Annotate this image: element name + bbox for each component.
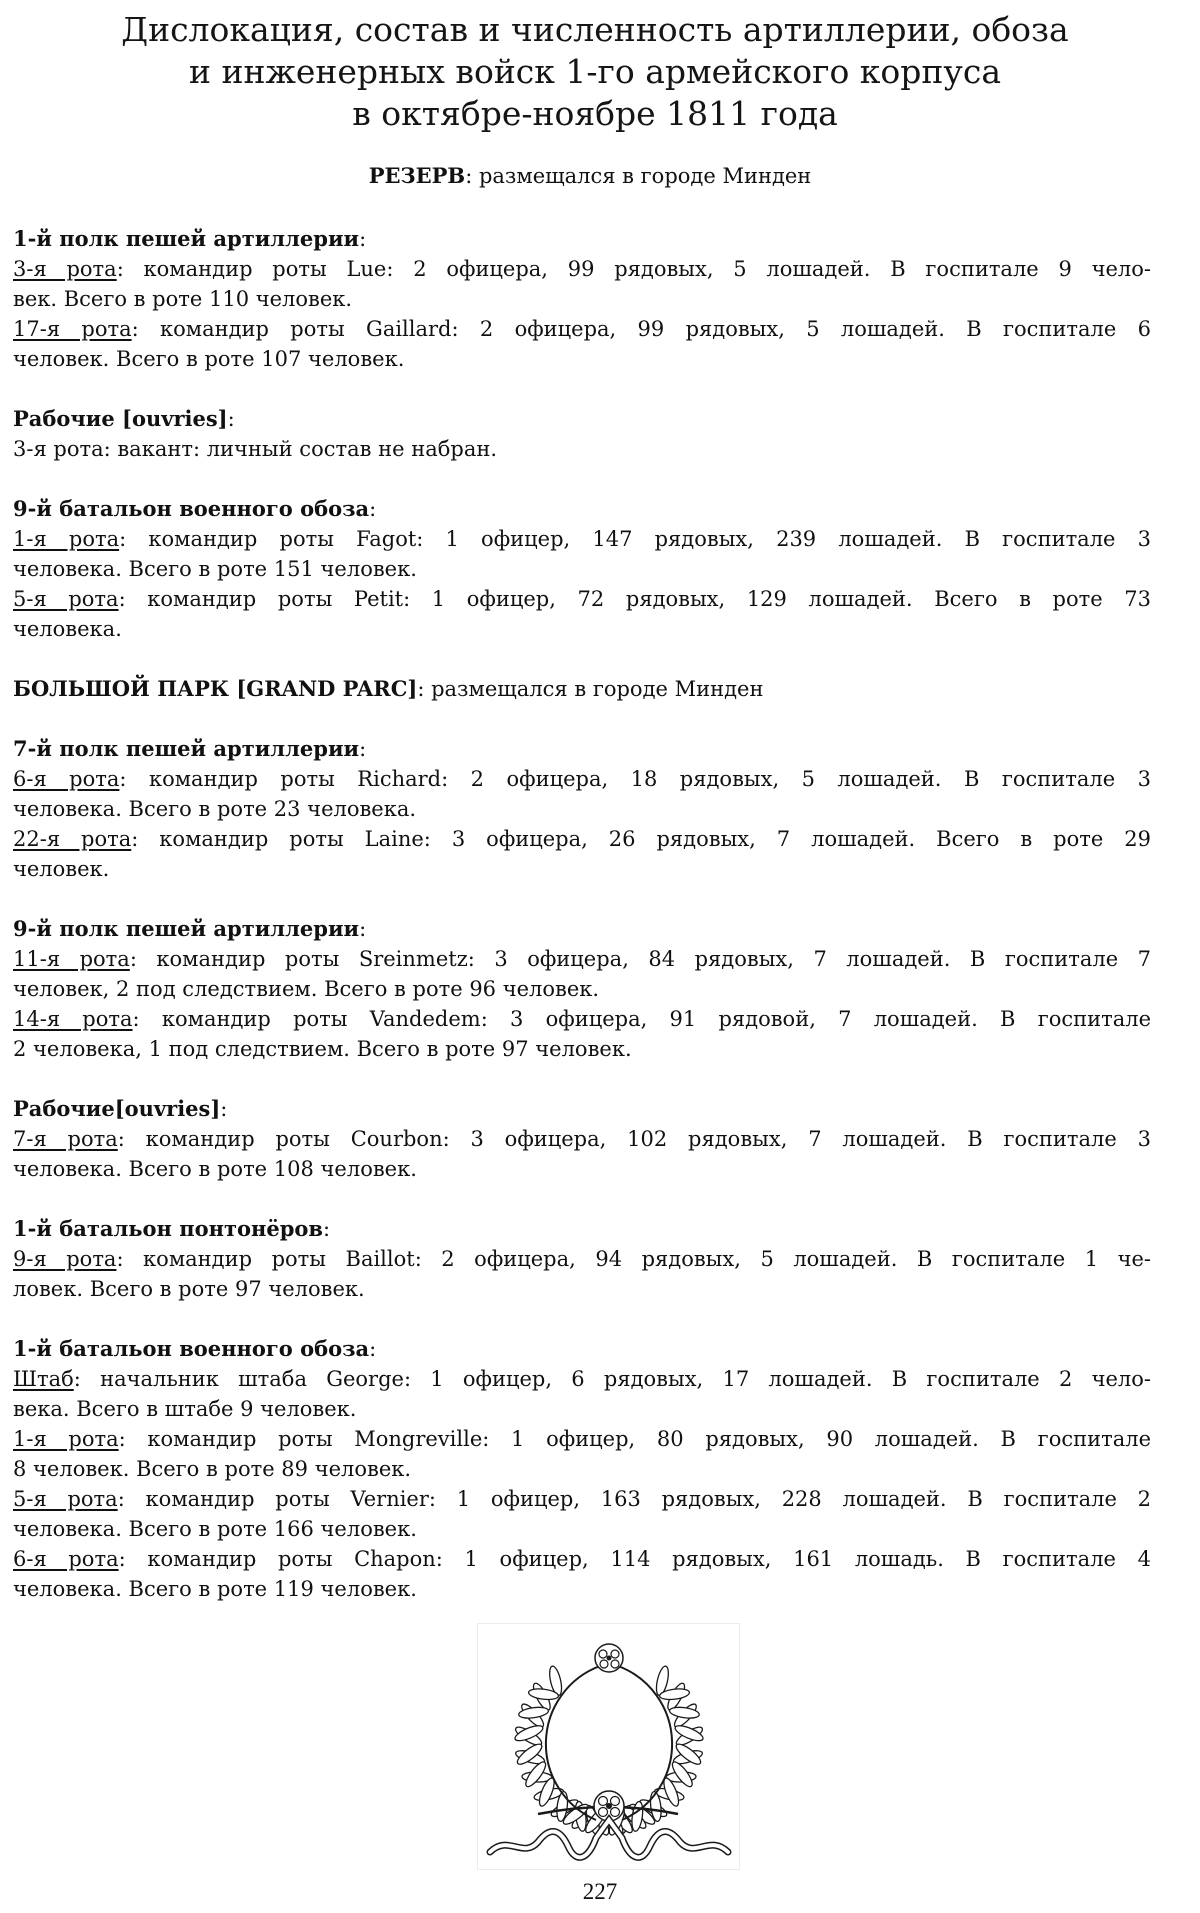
entry-text: : командир роты Sreinmetz: 3 офицера, 84 рядовых, 7 лошадей. В госпитале 7 [129, 947, 1151, 971]
entry-line: человек. Всего в роте 107 человек. [13, 347, 405, 371]
reserve-location: : размещался в городе Минден [465, 164, 812, 188]
unit-suffix: : [369, 497, 377, 521]
entry-text: : командир роты Lue: 2 офицера, 99 рядовых, 5 лошадей. В госпитале 9 чело- [116, 257, 1151, 281]
blank-line [13, 464, 1151, 494]
laurel-wreath-icon [477, 1623, 740, 1870]
title-line: в октябре-ноябре 1811 года [352, 94, 838, 133]
entry-text: : командир роты Mongreville: 1 офицер, 80 рядовых, 90 лошадей. В госпитале [118, 1427, 1151, 1451]
entry-line [13, 1424, 1151, 1454]
entry-line [13, 1484, 1151, 1514]
entry-text: : командир роты Courbon: 3 офицера, 102 рядовых, 7 лошадей. В госпитале 3 [117, 1127, 1151, 1151]
company-label: 9-я рота [13, 1247, 117, 1271]
reserve-heading [0, 161, 1180, 191]
unit-name: 9-й батальон военного обоза [13, 496, 370, 521]
entry-line: 2 человека, 1 под следствием. Всего в роте 97 человек. [13, 1037, 632, 1061]
unit-suffix: : [227, 407, 235, 431]
unit-suffix: : [220, 1097, 228, 1121]
unit-heading [13, 404, 1151, 434]
entry-line: ловек. Всего в роте 97 человек. [13, 1277, 365, 1301]
unit-heading [13, 1334, 1151, 1364]
unit-suffix: : [359, 227, 367, 251]
entry-line [13, 944, 1151, 974]
page-title [0, 9, 1190, 135]
entry-line [13, 254, 1151, 284]
entry-line: человека. Всего в роте 119 человек. [13, 1577, 417, 1601]
entry-line: человека. Всего в роте 108 человек. [13, 1157, 417, 1181]
title-line: и инженерных войск 1-го армейского корпуса [189, 52, 1001, 91]
entry-line [13, 1544, 1151, 1574]
ribbon [490, 1820, 728, 1857]
entry-line: человека. Всего в роте 23 человека. [13, 797, 417, 821]
entry-line [13, 1364, 1151, 1394]
entry-line [13, 764, 1151, 794]
entry-line [13, 824, 1151, 854]
unit-name: Рабочие[ouvries] [13, 1096, 221, 1121]
entry-line [13, 524, 1151, 554]
entry-text: : командир роты Petit: 1 офицер, 72 рядовых, 129 лошадей. Всего в роте 73 [118, 587, 1151, 611]
company-label: 1-я рота [13, 1427, 119, 1451]
staff-label: Штаб [13, 1367, 74, 1391]
document-body [13, 224, 1151, 1604]
unit-heading [13, 914, 1151, 944]
entry-text: : командир роты Richard: 2 офицера, 18 рядовых, 5 лошадей. В госпитале 3 [119, 767, 1151, 791]
blank-line [13, 1064, 1151, 1094]
wreath-illustration [478, 1624, 739, 1869]
unit-suffix: : [369, 1337, 377, 1361]
entry-line [13, 314, 1151, 344]
entry-text: : командир роты Laine: 3 офицера, 26 рядовых, 7 лошадей. Всего в роте 29 [131, 827, 1151, 851]
company-label: 5-я рота [13, 587, 119, 611]
company-label: 1-я рота [13, 527, 120, 551]
entry-line: 3-я рота: вакант: личный состав не набран. [13, 437, 498, 461]
unit-name: 7-й полк пешей артиллерии [13, 736, 360, 761]
blank-line [13, 1304, 1151, 1334]
title-line: Дислокация, состав и численность артиллерии, обоза [121, 10, 1069, 49]
reserve-name: РЕЗЕРВ [368, 163, 466, 188]
blank-line [13, 374, 1151, 404]
company-label: 5-я рота [13, 1487, 118, 1511]
unit-suffix: : [359, 917, 367, 941]
entry-line: человек. [13, 857, 110, 881]
entry-line: человека. Всего в роте 166 человек. [13, 1517, 417, 1541]
entry-line [13, 1244, 1151, 1274]
blank-line [13, 884, 1151, 914]
page-number: 227 [582, 1879, 618, 1904]
grand-parc-name: БОЛЬШОЙ ПАРК [GRAND PARC] [13, 676, 418, 701]
entry-text: : начальник штаба George: 1 офицер, 6 рядовых, 17 лошадей. В госпитале 2 чело- [73, 1367, 1151, 1391]
company-label: 7-я рота [13, 1127, 118, 1151]
grand-parc-location: : размещался в городе Минден [417, 677, 764, 701]
blank-line [13, 1184, 1151, 1214]
company-label: 6-я рота [13, 1547, 119, 1571]
unit-suffix: : [322, 1217, 331, 1241]
unit-heading [13, 1214, 1151, 1244]
entry-text: : командир роты Chapon: 1 офицер, 114 рядовых, 161 лошадь. В госпитале 4 [118, 1547, 1151, 1571]
entry-text: : командир роты Vandedem: 3 офицера, 91 рядовой, 7 лошадей. В госпитале [132, 1007, 1151, 1031]
unit-name: 9-й полк пешей артиллерии [13, 916, 360, 941]
company-label: 22-я рота [13, 827, 132, 851]
entry-text: : командир роты Vernier: 1 офицер, 163 рядовых, 228 лошадей. В госпитале 2 [117, 1487, 1151, 1511]
entry-line [13, 584, 1151, 614]
entry-line: человека. [13, 617, 122, 641]
blank-line [13, 644, 1151, 674]
entry-text: : командир роты Baillot: 2 офицера, 94 рядовых, 5 лошадей. В госпитале 1 че- [116, 1247, 1151, 1271]
entry-line: 8 человек. Всего в роте 89 человек. [13, 1457, 412, 1481]
blank-line [13, 704, 1151, 734]
entry-line: человека. Всего в роте 151 человек. [13, 557, 417, 581]
unit-heading [13, 734, 1151, 764]
unit-heading [13, 494, 1151, 524]
company-label: 11-я рота [13, 947, 130, 971]
rosette-top [595, 1644, 623, 1672]
entry-line [13, 1004, 1151, 1034]
entry-line: век. Всего в роте 110 человек. [13, 287, 353, 311]
unit-name: 1-й батальон военного обоза [13, 1336, 370, 1361]
company-label: 14-я рота [13, 1007, 133, 1031]
unit-suffix: : [359, 737, 367, 761]
unit-heading [13, 224, 1151, 254]
company-label: 17-я рота [13, 317, 132, 341]
unit-name: 1-й батальон понтонёров [13, 1216, 323, 1241]
grand-parc-heading [13, 674, 1151, 704]
entry-line [13, 1124, 1151, 1154]
entry-line: человек, 2 под следствием. Всего в роте 96 человек. [13, 977, 600, 1001]
unit-name: 1-й полк пешей артиллерии [13, 226, 360, 251]
unit-heading [13, 1094, 1151, 1124]
entry-line: века. Всего в штабе 9 человек. [13, 1397, 357, 1421]
entry-text: : командир роты Gaillard: 2 офицера, 99 рядовых, 5 лошадей. В госпитале 6 [131, 317, 1151, 341]
company-label: 6-я рота [13, 767, 120, 791]
entry-text: : командир роты Fagot: 1 офицер, 147 рядовых, 239 лошадей. В госпитале 3 [119, 527, 1151, 551]
unit-name: Рабочие [ouvries] [13, 406, 228, 431]
company-label: 3-я рота [13, 257, 117, 281]
